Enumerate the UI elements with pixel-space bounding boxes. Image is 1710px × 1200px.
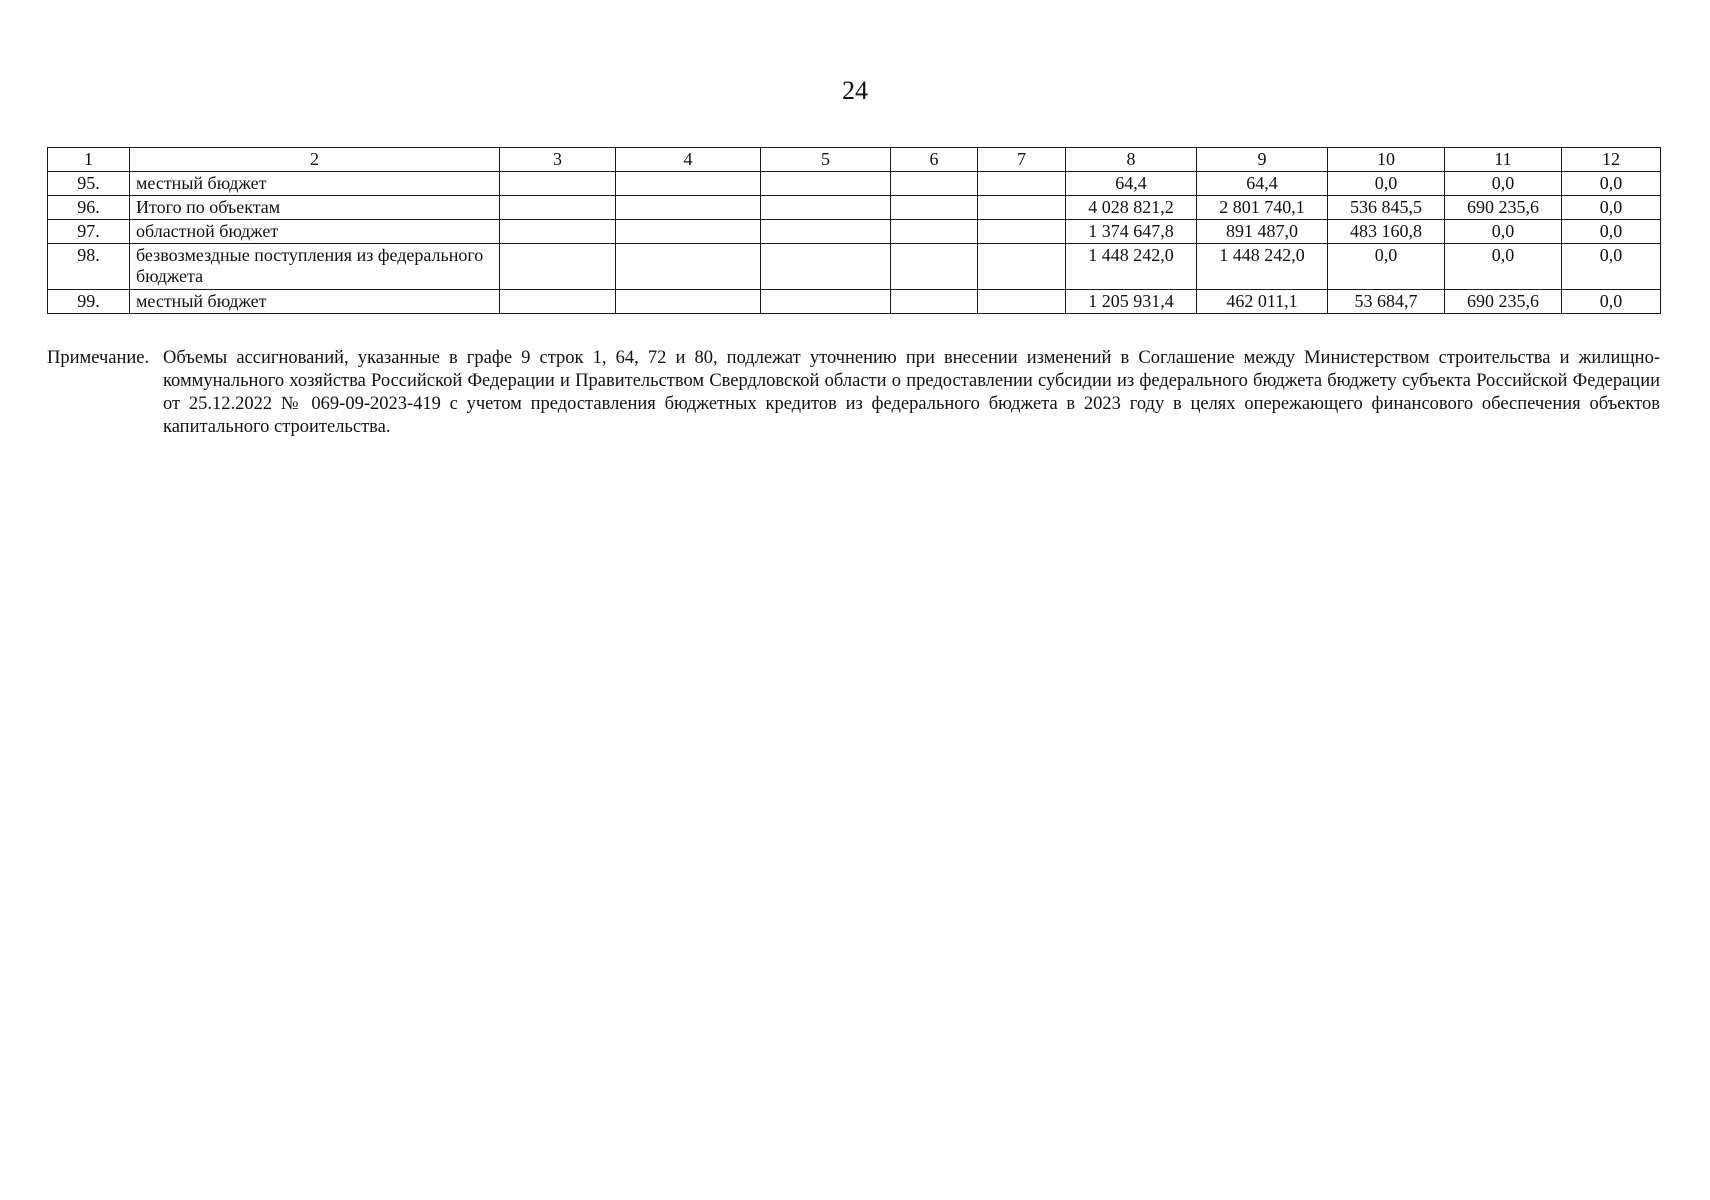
table-cell: 0,0 — [1562, 244, 1661, 290]
table-cell — [761, 290, 891, 314]
column-header: 4 — [616, 148, 761, 172]
footnote-text: Объемы ассигнований, указанные в графе 9 строк 1, 64, 72 и 80, подлежат уточнению при внесении изменений в Соглашение между Министерством строительства и жилищно-коммунального хозяйства Российской Федерации и Правительством Свердловской области о предоставлении субсидии из федерального бюджета бюджету субъекта Российской Федерации от 25.12.2022 № 069-09-2023-419 с учетом предоставления бюджетных кредитов из федерального бюджета в 2023 году в целях опережающего финансового обеспечения объектов капитального строительства. — [163, 348, 1660, 437]
table-cell: 0,0 — [1445, 220, 1562, 244]
table-cell — [978, 196, 1066, 220]
table-cell — [616, 290, 761, 314]
row-number: 97. — [48, 220, 130, 244]
column-header: 9 — [1197, 148, 1328, 172]
table-cell: 53 684,7 — [1328, 290, 1445, 314]
column-header: 11 — [1445, 148, 1562, 172]
table-cell: 1 205 931,4 — [1066, 290, 1197, 314]
column-header: 10 — [1328, 148, 1445, 172]
table-cell: 462 011,1 — [1197, 290, 1328, 314]
table-cell: 483 160,8 — [1328, 220, 1445, 244]
table-cell — [891, 172, 978, 196]
column-header: 7 — [978, 148, 1066, 172]
table-cell: 0,0 — [1562, 290, 1661, 314]
table-cell — [761, 172, 891, 196]
table-row — [48, 220, 1661, 244]
footnote — [47, 347, 1660, 439]
row-label: областной бюджет — [130, 220, 500, 244]
footnote-block — [47, 347, 1660, 439]
table-cell: 64,4 — [1066, 172, 1197, 196]
table-cell — [891, 290, 978, 314]
table-cell — [616, 196, 761, 220]
table-cell — [500, 290, 616, 314]
table-row — [48, 290, 1661, 314]
table-cell — [978, 290, 1066, 314]
table-cell — [500, 244, 616, 290]
table-cell: 0,0 — [1328, 172, 1445, 196]
row-label: местный бюджет — [130, 172, 500, 196]
table-cell — [978, 244, 1066, 290]
column-header: 8 — [1066, 148, 1197, 172]
table-cell — [616, 220, 761, 244]
table-cell: 1 374 647,8 — [1066, 220, 1197, 244]
table-cell: 0,0 — [1562, 196, 1661, 220]
table-cell: 0,0 — [1562, 172, 1661, 196]
row-label: безвозмездные поступления из федерального бюджета — [130, 244, 500, 290]
table-row — [48, 196, 1661, 220]
budget-table — [47, 147, 1661, 314]
table-cell — [891, 244, 978, 290]
table-cell: 690 235,6 — [1445, 290, 1562, 314]
table-row — [48, 172, 1661, 196]
table-cell — [500, 220, 616, 244]
table-cell: 4 028 821,2 — [1066, 196, 1197, 220]
table-cell: 0,0 — [1445, 244, 1562, 290]
column-header: 1 — [48, 148, 130, 172]
table-cell: 891 487,0 — [1197, 220, 1328, 244]
table-cell — [500, 196, 616, 220]
table-cell — [761, 196, 891, 220]
row-number: 99. — [48, 290, 130, 314]
row-number: 96. — [48, 196, 130, 220]
page-number: 24 — [842, 76, 868, 105]
table-cell — [978, 220, 1066, 244]
column-header: 3 — [500, 148, 616, 172]
table-header-row — [48, 148, 1661, 172]
column-header: 6 — [891, 148, 978, 172]
table-cell — [891, 196, 978, 220]
footnote-label: Примечание. — [47, 348, 150, 368]
table-cell — [891, 220, 978, 244]
table-cell: 536 845,5 — [1328, 196, 1445, 220]
table-cell: 2 801 740,1 — [1197, 196, 1328, 220]
table-cell — [616, 244, 761, 290]
column-header: 5 — [761, 148, 891, 172]
table-cell: 0,0 — [1445, 172, 1562, 196]
table-cell: 64,4 — [1197, 172, 1328, 196]
table-cell: 0,0 — [1562, 220, 1661, 244]
table-row — [48, 244, 1661, 290]
table-cell: 1 448 242,0 — [1066, 244, 1197, 290]
table-cell — [500, 172, 616, 196]
table-cell — [978, 172, 1066, 196]
column-header: 12 — [1562, 148, 1661, 172]
row-label: Итого по объектам — [130, 196, 500, 220]
row-label: местный бюджет — [130, 290, 500, 314]
table-cell — [616, 172, 761, 196]
row-number: 95. — [48, 172, 130, 196]
row-number: 98. — [48, 244, 130, 290]
column-header: 2 — [130, 148, 500, 172]
table-cell: 0,0 — [1328, 244, 1445, 290]
table-cell — [761, 244, 891, 290]
table-cell: 690 235,6 — [1445, 196, 1562, 220]
table-cell: 1 448 242,0 — [1197, 244, 1328, 290]
table-cell — [761, 220, 891, 244]
